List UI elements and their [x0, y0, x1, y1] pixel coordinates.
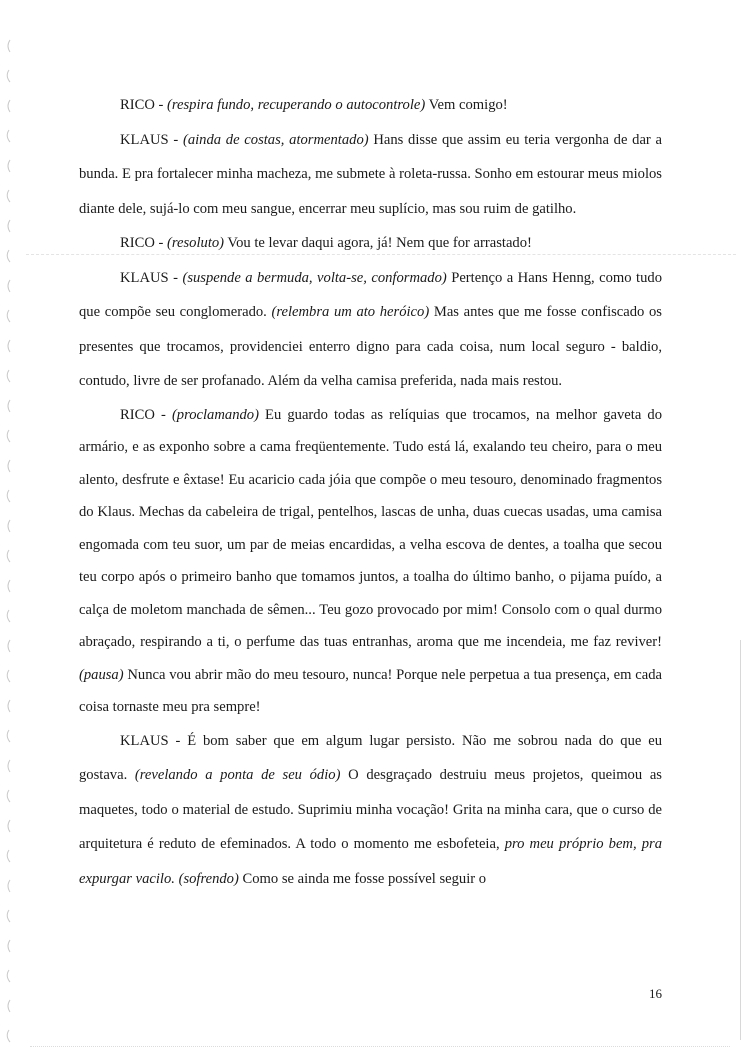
dialogue-text: RICO -: [120, 97, 168, 113]
stage-direction: (resoluto): [167, 235, 225, 251]
dialogue-text: O desgraçado destruiu meus projetos, queimou as maquetes, todo o material de estudo. Suprimiu minha vocação! Grita na minha cara, que o curso de arquitetura é reduto de efeminados. A todo o momento me esbofeteia,: [79, 767, 662, 852]
page-edge-line: [740, 640, 741, 1040]
scan-artifact-bottom-line: [30, 1046, 730, 1047]
dialogue-text: KLAUS -: [120, 131, 183, 148]
dialogue-text: Eu guardo todas as relíquias que trocamos, na melhor gaveta do armário, e as exponho sobre a cama freqüentemente. Tudo está lá, exalando teu cheiro, para o meu alento, desfrute e êxtase! Eu acaricio cada jóia que compõe o meu tesouro, denominado fragmentos do Klaus. Mechas da cabeleira de trigal, pentelhos, lascas de unha, duas cuecas usadas, uma camisa engomada com teu suor, um par de meias encardidas, a velha escova de dentes, a toalha que secou teu corpo após o primeiro banho que tomamos juntos, a toalha do último banho, o pijama puído, a calça de moletom manchada de sêmen... Teu gozo provocado por mim! Consolo com o qual durmo abraçado, respirando a ti, o perfume das tuas entranhas, aroma que me incendeia, me faz reviver!: [79, 406, 662, 650]
stage-direction: (proclamando): [171, 406, 259, 423]
stage-direction: (ainda de costas, atormentado): [182, 131, 369, 148]
dialogue-text: RICO -: [120, 235, 168, 251]
paragraph: [79, 724, 662, 897]
paragraph: [79, 399, 662, 724]
paragraph: [79, 226, 662, 261]
dialogue-text: Vou te levar daqui agora, já! Nem que for arrastado!: [224, 235, 532, 251]
paragraph: [79, 261, 662, 399]
script-body: [79, 88, 662, 896]
stage-direction: (suspende a bermuda, volta-se, conformado): [182, 269, 447, 286]
paragraph: [79, 88, 662, 123]
dialogue-text: Vem comigo!: [425, 97, 508, 113]
paragraph: [79, 123, 662, 227]
dialogue-text: KLAUS - É bom saber que em algum lugar persisto. Não me sobrou nada do que eu gostava.: [79, 732, 662, 783]
binding-holes-decoration: [0, 0, 26, 1060]
dialogue-text: Como se ainda me fosse possível seguir o: [238, 870, 487, 887]
dialogue-text: Hans disse que assim eu teria vergonha de dar a bunda. E pra fortalecer minha macheza, me submete à roleta-russa. Sonho em estourar meus miolos diante dele, sujá-lo com meu sangue, encerrar meu suplício, mas sou ruim de gatilho.: [79, 131, 662, 217]
dialogue-text: RICO -: [120, 406, 172, 423]
dialogue-text: Pertenço a Hans Henng, como tudo que compõe seu conglomerado.: [79, 269, 662, 320]
dialogue-text: Nunca vou abrir mão do meu tesouro, nunca! Porque nele perpetua a tua presença, em cada coisa tornaste meu pra sempre!: [79, 666, 662, 715]
stage-direction: (sofrendo): [178, 870, 239, 887]
stage-direction: (relembra um ato heróico): [271, 304, 430, 320]
stage-direction: (pausa): [79, 666, 124, 683]
stage-direction: (revelando a ponta de seu ódio): [134, 767, 341, 783]
stage-direction: pro meu próprio bem, pra expurgar vacilo.: [79, 836, 662, 887]
dialogue-text: KLAUS -: [120, 269, 183, 286]
page-number: 16: [649, 986, 662, 1001]
dialogue-text: Mas antes que me fosse confiscado os presentes que trocamos, providenciei enterro digno para cada coisa, num local seguro - baldio, contudo, livre de ser profanado. Além da velha camisa preferida, nada mais restou.: [79, 304, 662, 389]
stage-direction: (respira fundo, recuperando o autocontrole): [167, 97, 426, 113]
